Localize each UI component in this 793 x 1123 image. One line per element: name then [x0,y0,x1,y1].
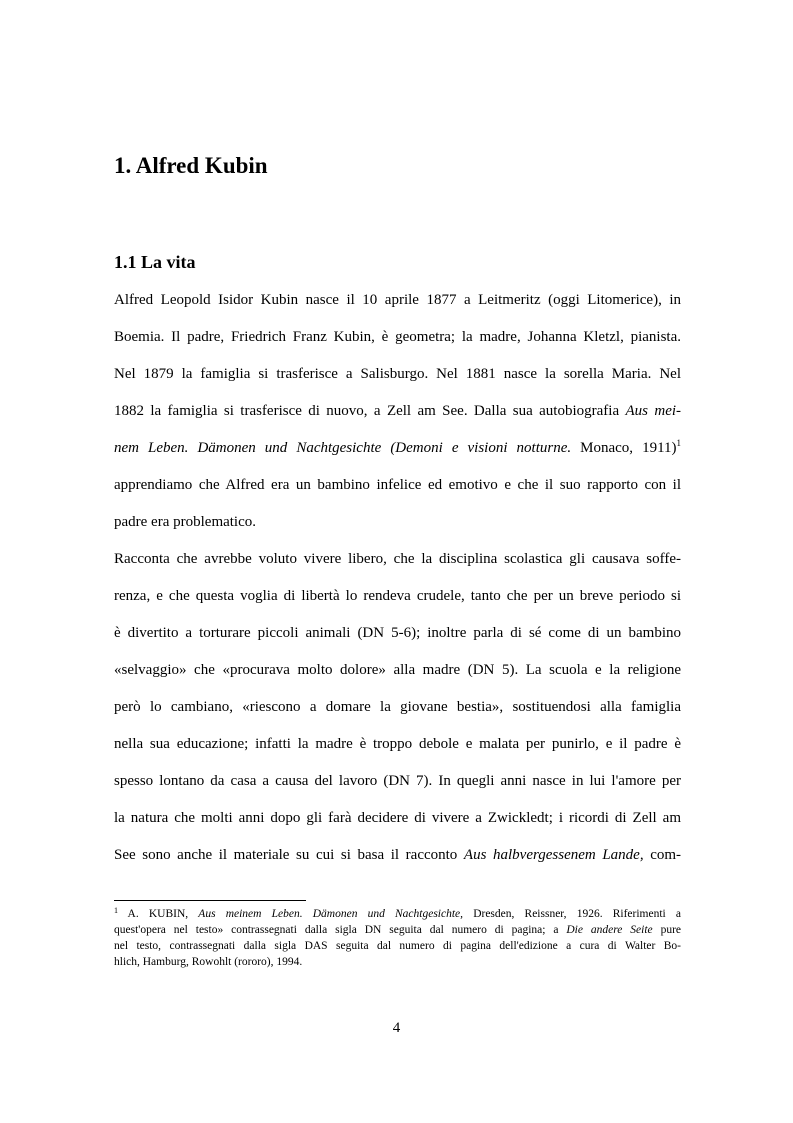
body-text-run: See sono anche il materiale su cui si basa il racconto [114,847,458,863]
body-text-run: Monaco, 1911) [580,440,677,456]
body-text-run: 1882 la famiglia si trasferisce di nuovo, a Zell am See. Dalla sua autobiografia [114,403,620,419]
body-line: Boemia. Il padre, Friedrich Franz Kubin, è geometra; la madre, Johanna Kletzl, pianista. [114,329,681,345]
body-line: renza, e che questa voglia di libertà lo rendeva crudele, tanto che per un breve periodo si [114,588,681,604]
book-title: nem Leben. Dämonen und Nachtgesichte (Demoni e visioni notturne. [114,440,572,456]
book-title: Aus halbvergessenem Lande, [463,847,644,863]
body-line: Alfred Leopold Isidor Kubin nasce il 10 aprile 1877 a Leitmeritz (oggi Litomerice), in [114,292,681,308]
footnote-text-run: A. KUBIN, [127,908,189,920]
footnote-separator [114,900,306,901]
footnote-text-run: pure [660,924,682,936]
body-text-run: com- [650,847,682,863]
book-title: Die andere Seite [566,924,653,936]
footnote-mark: 1 [114,906,118,915]
footnote-line: hlich, Hamburg, Rowohlt (rororo), 1994. [114,956,303,968]
body-line: nella sua educazione; infatti la madre è troppo debole e malata per punirlo, e il padre è [114,736,681,752]
body-line: Nel 1879 la famiglia si trasferisce a Salisburgo. Nel 1881 nasce la sorella Maria. Nel [114,366,681,382]
body-line: la natura che molti anni dopo gli farà decidere di vivere a Zwickledt; i ricordi di Zell am [114,810,681,826]
footnote-text-run: quest'opera nel testo» contrassegnati dalla sigla DN seguita dal numero di pagina; a [114,924,559,936]
footnote-text-run: Dresden, Reissner, 1926. Riferimenti a [473,908,681,920]
body-text-run [580,440,681,456]
footnote-line [114,923,681,937]
footnote-line: nel testo, contrassegnati dalla sigla DAS seguita dal numero di pagina dell'edizione a cura di Walter Bo- [114,940,681,952]
body-line [114,438,681,458]
body-line: è divertito a torturare piccoli animali (DN 5-6); inoltre parla di sé come di un bambino [114,625,681,641]
body-line: Racconta che avrebbe voluto vivere libero, che la disciplina scolastica gli causava soffe- [114,551,681,567]
body-line: spesso lontano da casa a causa del lavoro (DN 7). In quegli anni nasce in lui l'amore per [114,773,681,789]
body-line: «selvaggio» che «procurava molto dolore» alla madre (DN 5). La scuola e la religione [114,662,681,678]
body-line: padre era problematico. [114,514,257,530]
footnote-reference[interactable]: 1 [676,438,682,448]
body-line: però lo cambiano, «riescono a domare la giovane bestia», sostituendosi alla famiglia [114,699,681,715]
body-line: apprendiamo che Alfred era un bambino infelice ed emotivo e che il suo rapporto con il [114,477,681,493]
body-line [114,845,681,865]
book-title: Aus meinem Leben. Dämonen und Nachtgesichte, [198,908,464,920]
footnote-line [114,907,681,921]
body-line [114,401,681,421]
footnote-text-run [114,908,188,920]
book-title: Aus mei- [625,403,682,419]
chapter-title: 1. Alfred Kubin [114,153,268,178]
page-number: 4 [392,1020,401,1036]
section-title: 1.1 La vita [114,252,196,272]
